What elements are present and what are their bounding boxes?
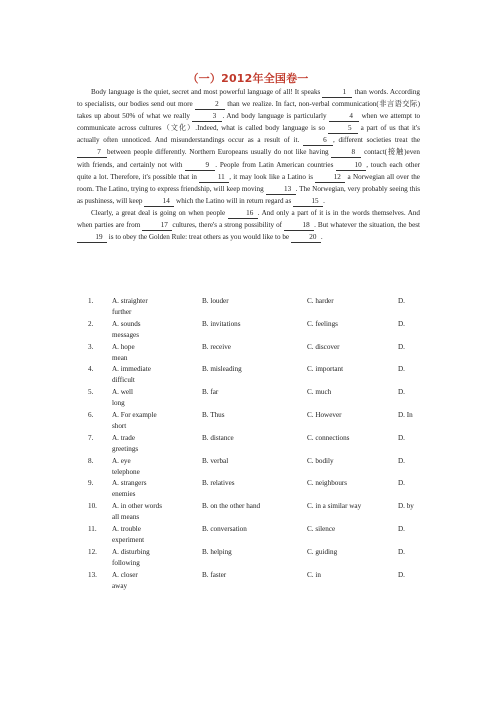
- blank: 15: [293, 197, 323, 207]
- option-d-letter: D.: [398, 433, 405, 442]
- option-c: C. connections: [307, 433, 350, 442]
- passage-text: a Norwegian all over the room. The Latino, trying to express friendship, will keep moving: [77, 172, 420, 193]
- option-b: B. invitations: [202, 319, 241, 328]
- question-row: [88, 410, 420, 433]
- question-number: 11.: [88, 524, 97, 533]
- option-b: B. helping: [202, 547, 232, 556]
- question-row: [88, 296, 420, 319]
- blank: 19: [77, 233, 107, 243]
- question-number: 8.: [88, 456, 94, 465]
- option-c: C. silence: [307, 524, 336, 533]
- option-b: B. misleading: [202, 365, 242, 374]
- question-row: [88, 387, 420, 410]
- option-c: C. discover: [307, 342, 340, 351]
- question-row: [88, 478, 420, 501]
- passage-text: Clearly, a great deal is going on when people: [91, 208, 226, 217]
- option-d-letter: D.: [398, 342, 405, 351]
- question-options: [88, 296, 420, 592]
- passage-text: between people differently. Northern Europeans usually do not like having: [107, 148, 329, 157]
- blank: 3: [192, 112, 222, 122]
- question-number: 2.: [88, 319, 94, 328]
- passage: [77, 86, 420, 243]
- question-number: 10.: [88, 502, 97, 511]
- passage-text: .: [323, 196, 325, 205]
- option-c: C. in a similar way: [307, 502, 362, 511]
- option-d-letter: D.: [398, 365, 405, 374]
- option-d-text: following: [112, 558, 140, 567]
- option-d-letter: D.: [398, 479, 405, 488]
- option-d-letter: D. by: [398, 502, 414, 511]
- question-number: 7.: [88, 433, 94, 442]
- passage-text: . The Norwegian, very probably seeing this as pushiness, will keep: [77, 184, 420, 205]
- passage-text: , touch each other quite a lot. Therefore, it's possible that in: [77, 160, 420, 181]
- passage-text: contact(接触)even with friends, and certainly not with: [77, 148, 421, 169]
- option-d-text: away: [112, 581, 128, 590]
- option-a: A. trouble: [112, 524, 141, 533]
- question-row: [88, 319, 420, 342]
- option-d-letter: D.: [398, 570, 405, 579]
- passage-text: . And body language is particularly: [222, 112, 327, 121]
- option-b: B. verbal: [202, 456, 229, 465]
- question-number: 13.: [88, 570, 97, 579]
- option-d-letter: D. In: [398, 410, 413, 419]
- question-row: [88, 456, 420, 479]
- passage-text: when we attempt to communicate across cultures（文化）.Indeed, what is called body language is so: [77, 112, 421, 133]
- option-b: B. louder: [202, 297, 229, 305]
- question-number: 6.: [88, 410, 94, 419]
- passage-text: cultures, there's a strong possibility of: [172, 221, 283, 230]
- page-title: （一）2012年全国卷一: [187, 72, 309, 85]
- blank: 17: [142, 221, 172, 231]
- blank: 8: [331, 148, 361, 158]
- option-d-text: greetings: [112, 444, 139, 453]
- option-c: C. neighbours: [307, 479, 348, 488]
- option-d-text: difficult: [112, 376, 135, 385]
- blank: 13: [266, 185, 296, 195]
- option-a: A. trade: [112, 433, 135, 442]
- question-number: 3.: [88, 342, 94, 351]
- option-d-text: further: [112, 308, 132, 316]
- option-d-text: mean: [112, 353, 128, 362]
- question-row: [88, 342, 420, 365]
- question-row: [88, 433, 420, 456]
- blank: 20: [291, 233, 321, 243]
- option-c: C. bodily: [307, 456, 334, 465]
- option-c: C. feelings: [307, 319, 338, 328]
- option-a: A. strangers: [112, 479, 147, 488]
- blank: 6: [303, 136, 333, 146]
- question-number: 12.: [88, 547, 97, 556]
- option-c: C. harder: [307, 297, 334, 305]
- option-c: C. guiding: [307, 547, 338, 556]
- option-b: B. faster: [202, 570, 227, 579]
- option-c: C. However: [307, 410, 342, 419]
- passage-text: which the Latino will in return regard as: [176, 196, 292, 205]
- question-row: [88, 570, 420, 593]
- blank: 5: [328, 124, 358, 134]
- option-a: A. straighter: [112, 297, 148, 305]
- question-row: [88, 524, 420, 547]
- option-b: B. on the other hand: [202, 502, 261, 511]
- passage-text: , it may look like a Latino is: [229, 172, 314, 181]
- passage-text: a part of us that it's actually often unnoticed. And misunderstandings occur as a result of it.: [77, 124, 420, 145]
- passage-text: , different societies treat the: [332, 136, 420, 145]
- passage-text: is to obey the Golden Rule: treat others as you would like to be: [108, 233, 290, 242]
- option-c: C. much: [307, 388, 332, 397]
- question-number: 4.: [88, 365, 94, 374]
- blank: 11: [199, 173, 229, 183]
- option-a: A. hope: [112, 342, 135, 351]
- option-a: A. well: [112, 388, 134, 397]
- blank: 12: [315, 173, 345, 183]
- option-a: A. disturbing: [112, 547, 150, 556]
- option-a: A. eye: [112, 456, 131, 465]
- option-a: A. closer: [112, 570, 138, 579]
- option-c: C. important: [307, 365, 344, 374]
- option-d-text: telephone: [112, 467, 140, 476]
- blank: 1: [322, 88, 352, 98]
- option-d-letter: D.: [398, 388, 405, 397]
- option-b: B. conversation: [202, 524, 247, 533]
- option-d-text: enemies: [112, 490, 136, 499]
- passage-text: . And only a part of it is in the words themselves. And when parties are from: [77, 208, 420, 230]
- passage-text: than words. According to specialists, our bodies send out more: [77, 88, 421, 109]
- passage-text: . But whatever the situation, the best: [314, 221, 420, 230]
- option-a: A. sounds: [112, 319, 141, 328]
- option-a: A. For example: [112, 410, 157, 419]
- option-d-text: short: [112, 421, 127, 430]
- passage-text: than we realize. In fact, non-verbal communication(非言语交际) takes up about 50% of what we really: [77, 100, 421, 121]
- option-d-letter: D.: [398, 297, 405, 305]
- blank: 14: [144, 197, 174, 207]
- option-d-text: long: [112, 399, 125, 408]
- option-d-letter: D.: [398, 547, 405, 556]
- question-number: 1.: [88, 297, 94, 305]
- passage-text: .: [320, 233, 323, 242]
- option-d-letter: D.: [398, 524, 405, 533]
- question-row: [88, 364, 420, 387]
- question-row: [88, 547, 420, 570]
- paragraph-2: [77, 207, 420, 243]
- passage-text: Body language is the quiet, secret and most powerful language of all! It speaks: [91, 88, 321, 96]
- question-row: [88, 501, 420, 524]
- blank: 10: [336, 161, 366, 171]
- option-d-letter: D.: [398, 319, 405, 328]
- option-b: B. receive: [202, 342, 231, 351]
- option-c: C. in: [307, 570, 321, 579]
- blank: 4: [329, 112, 359, 122]
- option-b: B. far: [202, 388, 219, 397]
- blank: 9: [185, 161, 215, 171]
- option-d-letter: D.: [398, 456, 405, 465]
- question-number: 5.: [88, 388, 94, 397]
- option-b: B. distance: [202, 433, 234, 442]
- blank: 16: [228, 209, 258, 219]
- option-a: A. immediate: [112, 365, 151, 374]
- option-d-text: experiment: [112, 535, 145, 544]
- blank: 7: [77, 148, 107, 158]
- passage-text: . People from Latin American countries: [215, 160, 334, 169]
- option-b: B. Thus: [202, 410, 225, 419]
- option-d-text: all means: [112, 513, 140, 522]
- option-a: A. in other words: [112, 502, 162, 511]
- blank: 18: [284, 221, 314, 231]
- question-number: 9.: [88, 479, 94, 488]
- paragraph-1: [77, 86, 420, 207]
- option-b: B. relatives: [202, 479, 235, 488]
- option-d-text: messages: [112, 330, 139, 339]
- blank: 2: [195, 100, 225, 110]
